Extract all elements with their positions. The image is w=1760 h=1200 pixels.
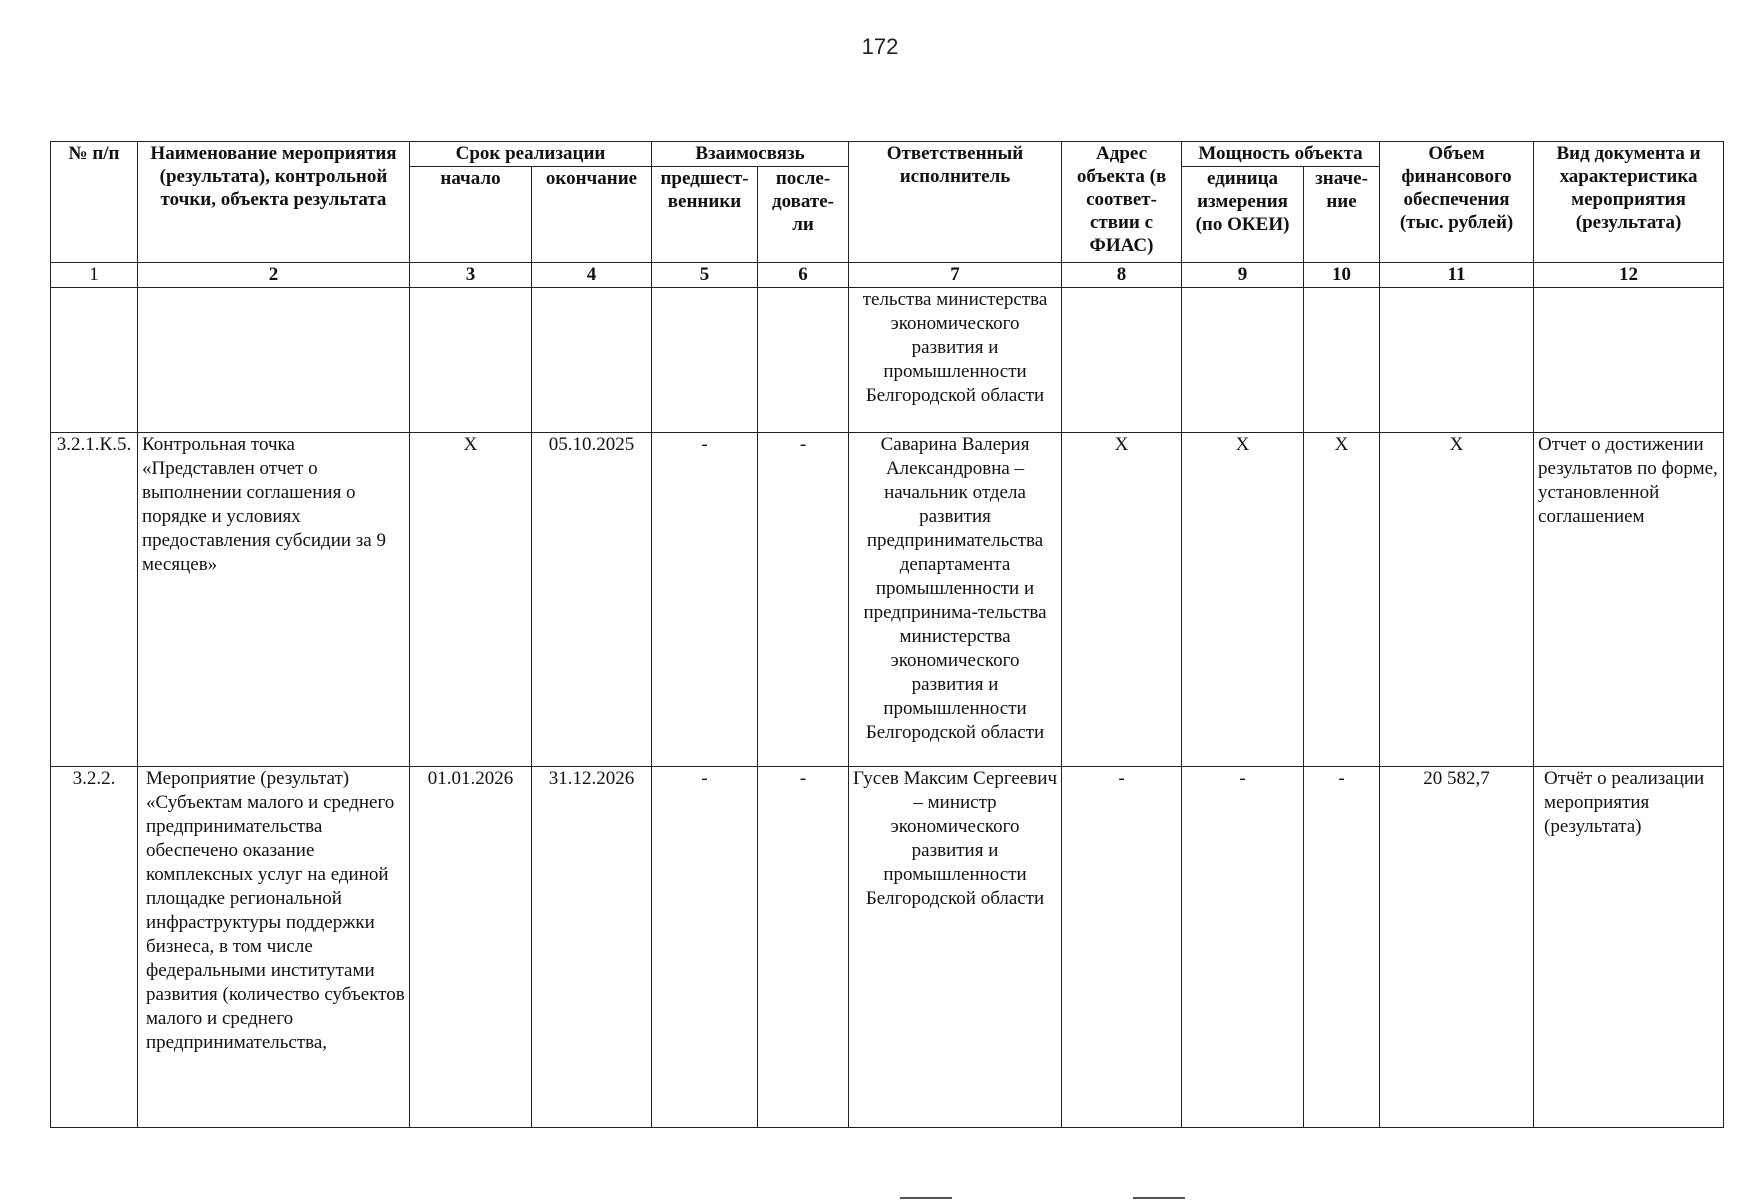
cell-unit (1182, 288, 1304, 433)
cell-end (532, 288, 652, 433)
cell-name (138, 288, 410, 433)
header-value: значе-ние (1304, 167, 1380, 263)
cell-end: 05.10.2025 (532, 433, 652, 767)
plan-table (50, 141, 1724, 1128)
cell-num (51, 288, 138, 433)
column-number: 11 (1380, 263, 1534, 288)
cell-successors (758, 288, 849, 433)
cell-address (1062, 288, 1182, 433)
column-number: 10 (1304, 263, 1380, 288)
cell-finance: X (1380, 433, 1534, 767)
header-successors: после-довате-ли (758, 167, 849, 263)
cell-doc: Отчет о достижении результатов по форме, установленной соглашением (1534, 433, 1724, 767)
cell-name: Контрольная точка «Представлен отчет о выполнении соглашения о порядке и условиях предоставления субсидии за 9 месяцев» (138, 433, 410, 767)
header-name: Наименование мероприятия (результата), контрольной точки, объекта результата (138, 142, 410, 263)
cell-value: - (1304, 767, 1380, 1128)
header-start: начало (410, 167, 532, 263)
cell-doc: Отчёт о реализации мероприятия (результата) (1534, 767, 1724, 1128)
cell-finance (1380, 288, 1534, 433)
header-predecessors: предшест-венники (652, 167, 758, 263)
header-deadline-group: Срок реализации (410, 142, 652, 167)
table-row (51, 767, 1724, 1128)
column-number: 4 (532, 263, 652, 288)
header-responsible: Ответственный исполнитель (849, 142, 1062, 263)
cell-successors: - (758, 433, 849, 767)
column-number-row (51, 263, 1724, 288)
scan-mark-right (1133, 1197, 1185, 1199)
cell-end: 31.12.2026 (532, 767, 652, 1128)
column-number: 9 (1182, 263, 1304, 288)
header-capacity-group: Мощность объекта (1182, 142, 1380, 167)
cell-unit: X (1182, 433, 1304, 767)
column-number: 2 (138, 263, 410, 288)
cell-predecessors: - (652, 433, 758, 767)
table-row (51, 433, 1724, 767)
page-number: 172 (861, 34, 899, 59)
cell-num: 3.2.1.К.5. (51, 433, 138, 767)
cell-start: X (410, 433, 532, 767)
cell-start (410, 288, 532, 433)
cell-predecessors (652, 288, 758, 433)
column-number: 6 (758, 263, 849, 288)
cell-doc (1534, 288, 1724, 433)
cell-address: - (1062, 767, 1182, 1128)
header-doc: Вид документа и характеристика мероприятия (результата) (1534, 142, 1724, 263)
cell-address: X (1062, 433, 1182, 767)
header-address: Адрес объекта (в соответ-ствии с ФИАС) (1062, 142, 1182, 263)
cell-successors: - (758, 767, 849, 1128)
header-end: окончание (532, 167, 652, 263)
cell-responsible: Саварина Валерия Александровна – начальник отдела развития предпринимательства департамента промышленности и предпринима-тельства министерства экономического развития и промышленности Белгородской области (849, 433, 1062, 767)
column-number: 1 (51, 263, 138, 288)
cell-finance: 20 582,7 (1380, 767, 1534, 1128)
cell-value: X (1304, 433, 1380, 767)
cell-num: 3.2.2. (51, 767, 138, 1128)
cell-predecessors: - (652, 767, 758, 1128)
table-row (51, 288, 1724, 433)
cell-unit: - (1182, 767, 1304, 1128)
cell-name: Мероприятие (результат) «Субъектам малого и среднего предпринимательства обеспечено оказание комплексных услуг на единой площадке региональной инфраструктуры поддержки бизнеса, в том числе федеральными институтами развития (количество субъектов малого и среднего предпринимательства, (138, 767, 410, 1128)
header-link-group: Взаимосвязь (652, 142, 849, 167)
column-number: 7 (849, 263, 1062, 288)
column-number: 8 (1062, 263, 1182, 288)
cell-responsible: Гусев Максим Сергеевич – министр экономического развития и промышленности Белгородской области (849, 767, 1062, 1128)
column-number: 5 (652, 263, 758, 288)
table-header (51, 142, 1724, 263)
scan-mark-left (900, 1197, 952, 1199)
cell-value (1304, 288, 1380, 433)
header-unit: единица измерения (по ОКЕИ) (1182, 167, 1304, 263)
column-number: 3 (410, 263, 532, 288)
column-number: 12 (1534, 263, 1724, 288)
cell-start: 01.01.2026 (410, 767, 532, 1128)
header-finance: Объем финансового обеспечения (тыс. рублей) (1380, 142, 1534, 263)
header-num: № п/п (51, 142, 138, 263)
cell-responsible: тельства министерства экономического развития и промышленности Белгородской области (849, 288, 1062, 433)
